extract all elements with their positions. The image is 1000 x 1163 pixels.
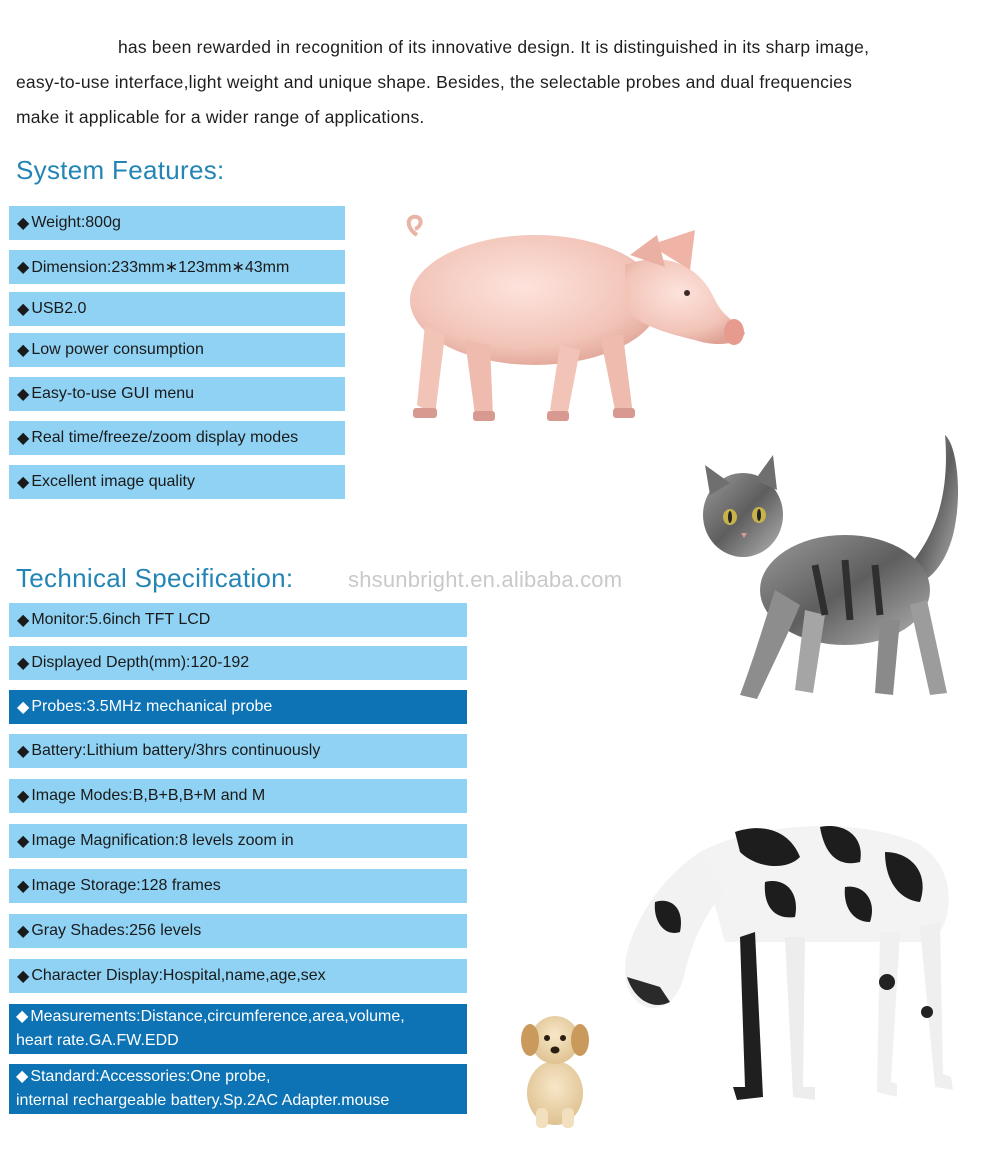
puppy-image bbox=[510, 1008, 600, 1133]
pig-image bbox=[395, 205, 750, 435]
diamond-bullet-icon: ◆ bbox=[17, 430, 30, 447]
spec-gray-shades: ◆ Gray Shades:256 levels bbox=[9, 914, 467, 948]
intro-paragraph bbox=[16, 30, 976, 135]
diamond-bullet-icon: ◆ bbox=[16, 1068, 29, 1085]
diamond-bullet-icon: ◆ bbox=[17, 968, 30, 985]
diamond-bullet-icon: ◆ bbox=[17, 743, 30, 760]
spec-measurements: ◆ Measurements:Distance,circumference,area,volume, heart rate.GA.FW.EDD bbox=[9, 1004, 467, 1054]
feature-weight: ◆ Weight:800g bbox=[9, 206, 345, 240]
feature-usb: ◆ USB2.0 bbox=[9, 292, 345, 326]
technical-specification-title: Technical Specification: bbox=[16, 563, 294, 593]
spec-image-magnification: ◆ Image Magnification:8 levels zoom in bbox=[9, 824, 467, 858]
feature-dimension: ◆ Dimension:233mm∗123mm∗43mm bbox=[9, 250, 345, 284]
great-dane-image bbox=[615, 812, 960, 1112]
diamond-bullet-icon: ◆ bbox=[16, 1008, 29, 1025]
spec-image-storage: ◆ Image Storage:128 frames bbox=[9, 869, 467, 903]
diamond-bullet-icon: ◆ bbox=[17, 878, 30, 895]
intro-line-2: easy-to-use interface,light weight and unique shape. Besides, the selectable probes and dual frequencies bbox=[16, 72, 853, 92]
spec-image-modes: ◆ Image Modes:B,B+B,B+M and M bbox=[9, 779, 467, 813]
diamond-bullet-icon: ◆ bbox=[17, 612, 30, 629]
spec-displayed-depth: ◆ Displayed Depth(mm):120-192 bbox=[9, 646, 467, 680]
spec-battery: ◆ Battery:Lithium battery/3hrs continuously bbox=[9, 734, 467, 768]
spec-standard-accessories: ◆ Standard:Accessories:One probe, internal rechargeable battery.Sp.2AC Adapter.mouse bbox=[9, 1064, 467, 1114]
diamond-bullet-icon: ◆ bbox=[17, 215, 30, 232]
diamond-bullet-icon: ◆ bbox=[17, 788, 30, 805]
spec-monitor: ◆ Monitor:5.6inch TFT LCD bbox=[9, 603, 467, 637]
diamond-bullet-icon: ◆ bbox=[17, 386, 30, 403]
intro-line-3: make it applicable for a wider range of applications. bbox=[16, 107, 425, 127]
diamond-bullet-icon: ◆ bbox=[17, 655, 30, 672]
watermark-text: shsunbright.en.alibaba.com bbox=[348, 567, 623, 592]
feature-low-power: ◆ Low power consumption bbox=[9, 333, 345, 367]
diamond-bullet-icon: ◆ bbox=[17, 474, 30, 491]
diamond-bullet-icon: ◆ bbox=[17, 833, 30, 850]
system-features-title: System Features: bbox=[16, 155, 225, 185]
diamond-bullet-icon: ◆ bbox=[17, 301, 30, 318]
cat-image bbox=[695, 425, 965, 720]
diamond-bullet-icon: ◆ bbox=[17, 342, 30, 359]
diamond-bullet-icon: ◆ bbox=[17, 699, 30, 716]
intro-line-1: has been rewarded in recognition of its innovative design. It is distinguished in its sharp image, bbox=[118, 37, 870, 57]
spec-character-display: ◆ Character Display:Hospital,name,age,sex bbox=[9, 959, 467, 993]
diamond-bullet-icon: ◆ bbox=[17, 923, 30, 940]
diamond-bullet-icon: ◆ bbox=[17, 259, 30, 276]
spec-probes: ◆ Probes:3.5MHz mechanical probe bbox=[9, 690, 467, 724]
feature-image-quality: ◆ Excellent image quality bbox=[9, 465, 345, 499]
feature-gui-menu: ◆ Easy-to-use GUI menu bbox=[9, 377, 345, 411]
feature-display-modes: ◆ Real time/freeze/zoom display modes bbox=[9, 421, 345, 455]
